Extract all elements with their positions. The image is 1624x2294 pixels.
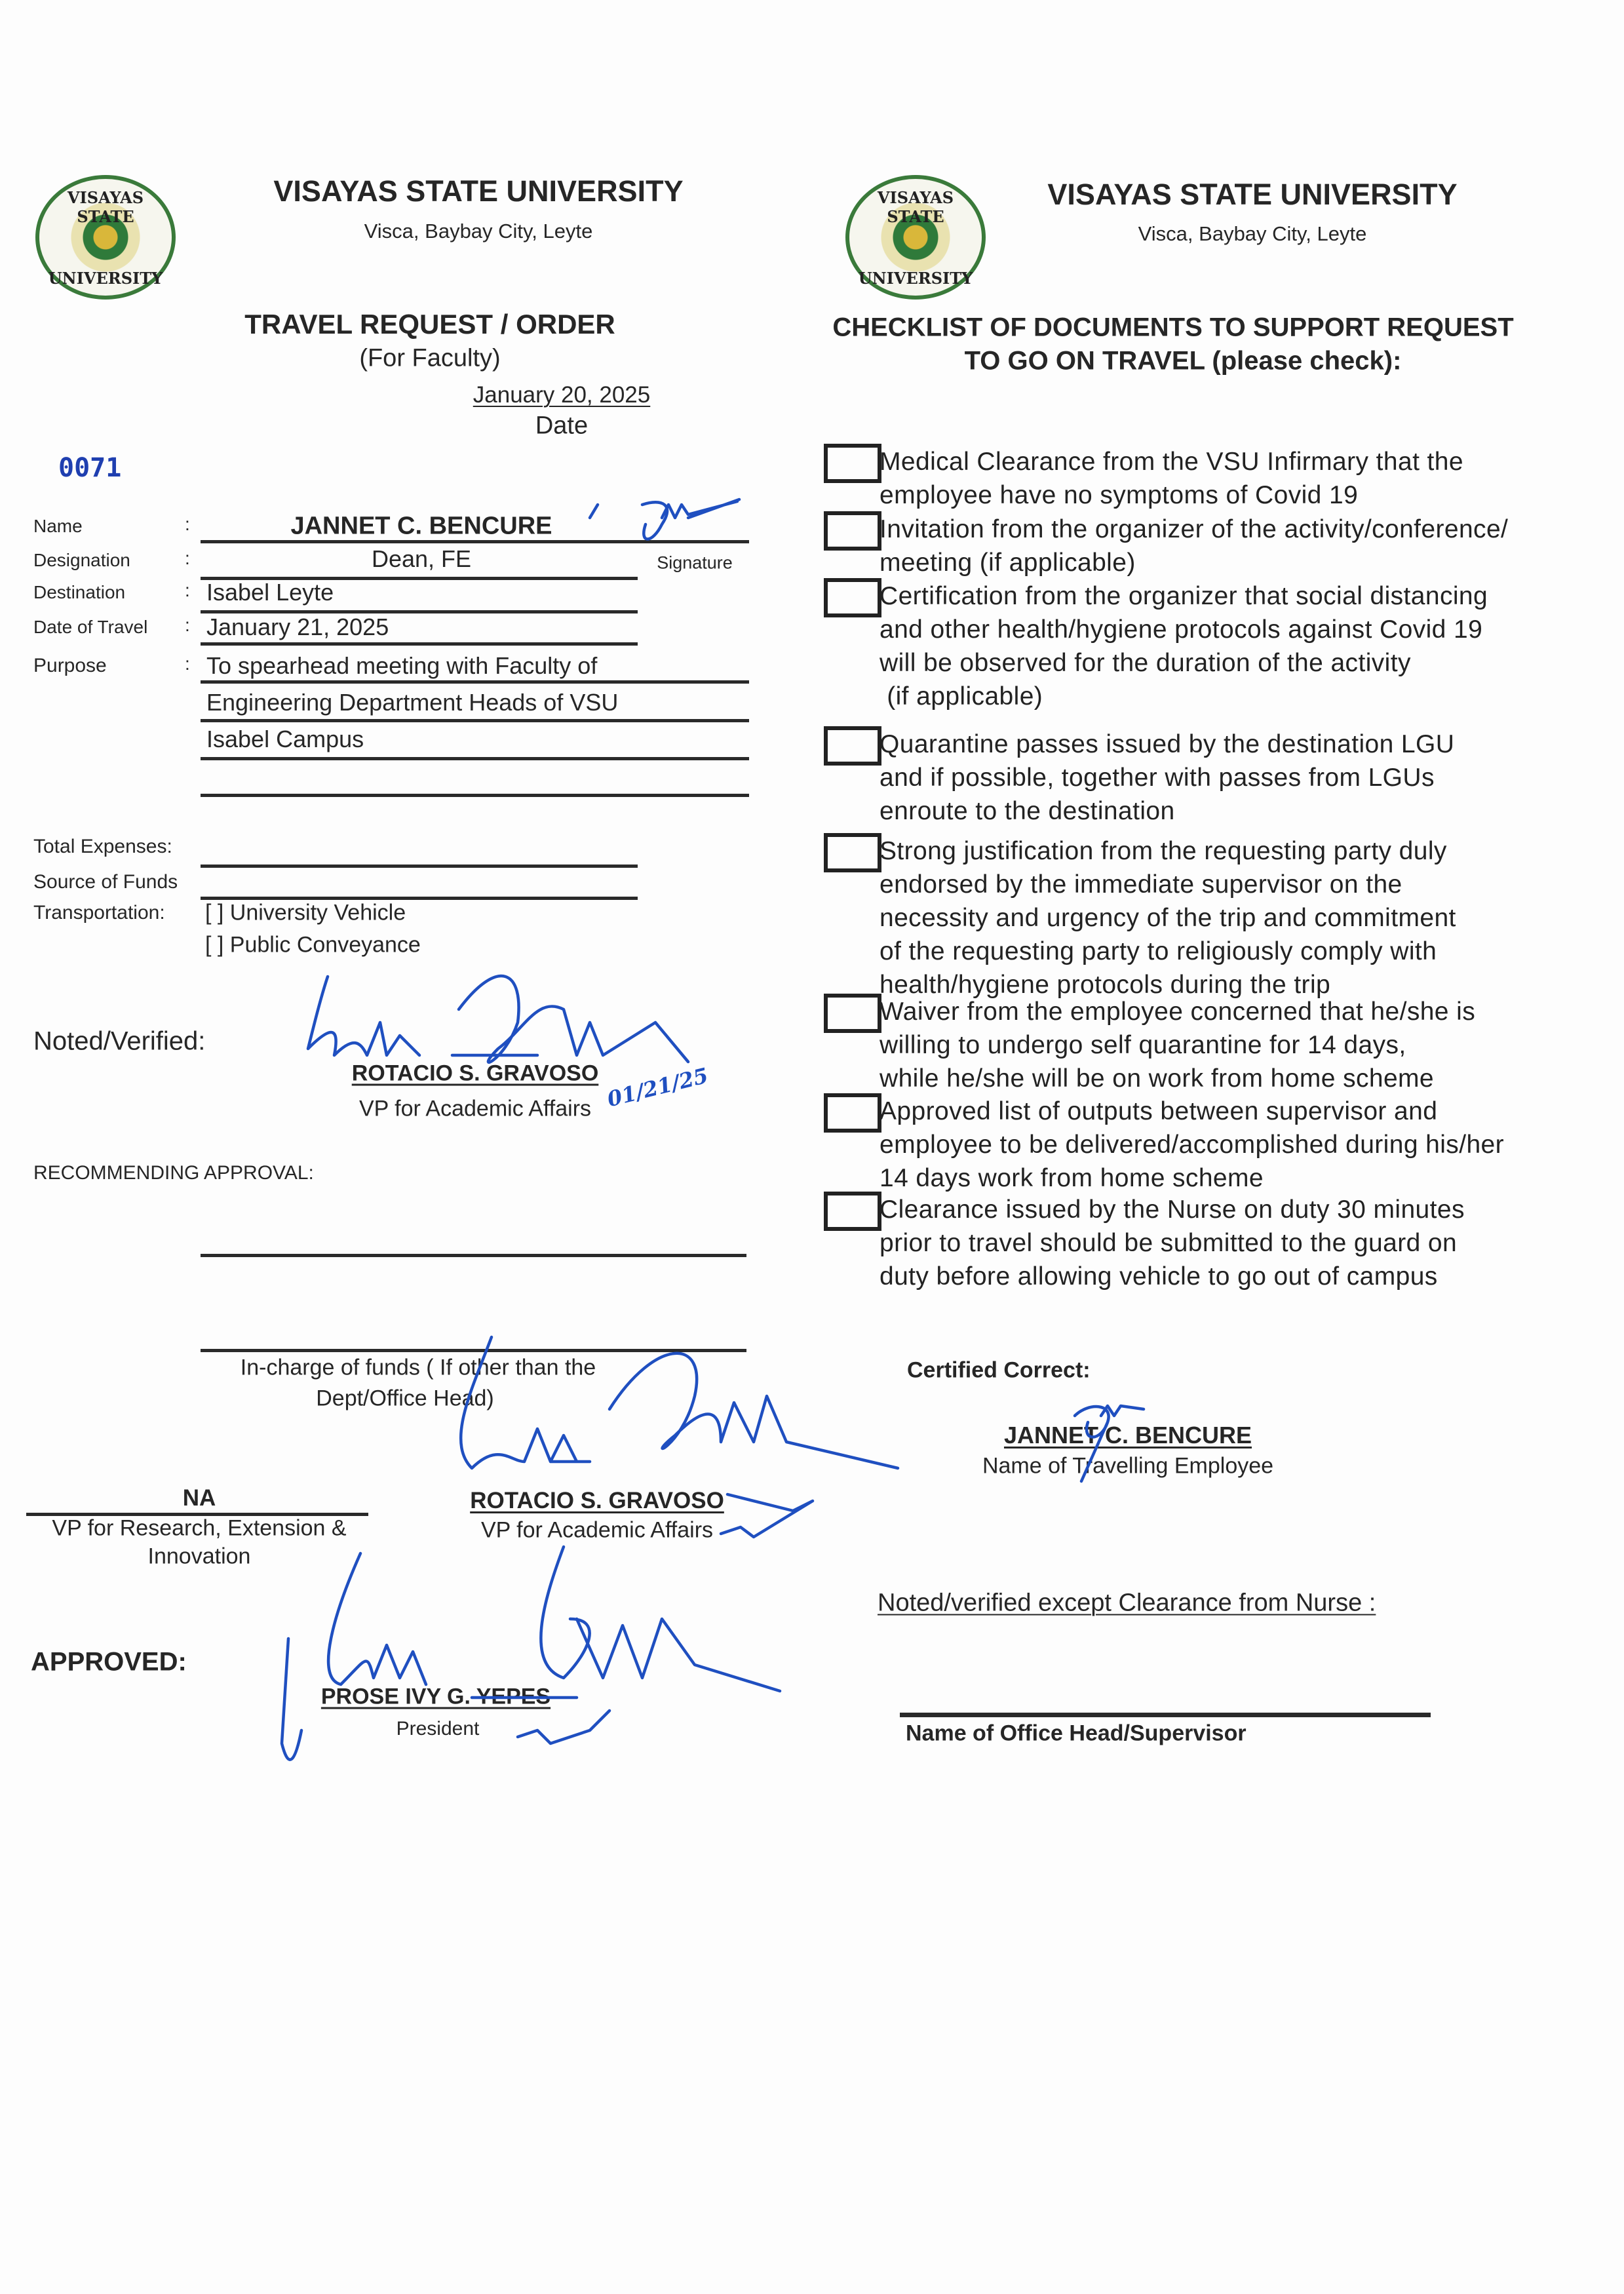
- checklist-checkbox[interactable]: [824, 833, 881, 872]
- form-title: TRAVEL REQUEST / ORDER: [244, 309, 615, 340]
- vp-academic-name: ROTACIO S. GRAVOSO: [470, 1488, 724, 1513]
- date-of-travel-line: [201, 642, 638, 646]
- university-name: VISAYAS STATE UNIVERSITY: [273, 174, 684, 208]
- colon: :: [185, 548, 190, 568]
- checklist-item-line: 14 days work from home scheme: [880, 1164, 1264, 1192]
- checklist-item: [880, 834, 1456, 1001]
- checklist-item-line: will be observed for the duration of the activity: [880, 649, 1411, 677]
- president-signature: [282, 1547, 780, 1760]
- seal-text-top: VISAYAS STATE: [877, 188, 954, 226]
- checklist-title-2: TO GO ON TRAVEL (please check):: [964, 346, 1402, 376]
- seal-text-bottom: UNIVERSITY: [858, 269, 973, 288]
- checklist-item-line: Clearance issued by the Nurse on duty 30 minutes: [880, 1196, 1465, 1224]
- president-name: PROSE IVY G. YEPES: [320, 1684, 551, 1709]
- seal-text-top: VISAYAS STATE: [67, 188, 144, 226]
- control-number: 0071: [58, 453, 122, 483]
- certified-correct-label: Certified Correct:: [907, 1357, 1091, 1383]
- noted-signature: [308, 976, 688, 1062]
- university-address: Visca, Baybay City, Leyte: [1138, 222, 1367, 245]
- noted-signatory-position: VP for Academic Affairs: [358, 1096, 592, 1121]
- checklist-item-line: Medical Clearance from the VSU Infirmary that the: [880, 448, 1463, 476]
- checklist-item-line: Quarantine passes issued by the destination LGU: [880, 730, 1455, 758]
- seal-text-bottom: UNIVERSITY: [48, 269, 163, 288]
- name-value: JANNET C. BENCURE: [290, 512, 552, 540]
- vp-research-position-1: VP for Research, Extension &: [52, 1515, 347, 1541]
- approved-label: APPROVED:: [31, 1647, 187, 1677]
- president-position: President: [396, 1718, 480, 1740]
- colon: :: [185, 580, 190, 600]
- transport-university-vehicle-option[interactable]: [ ] University Vehicle: [205, 900, 406, 925]
- checklist-item-line: endorsed by the immediate supervisor on the: [880, 870, 1402, 899]
- checklist-checkbox[interactable]: [824, 511, 881, 551]
- checklist-checkbox[interactable]: [824, 1093, 881, 1133]
- office-head-signature-line: [900, 1713, 1431, 1717]
- funds-incharge-signature-line: [201, 1349, 746, 1352]
- checklist-item-line: meeting (if applicable): [880, 549, 1136, 577]
- checklist-checkbox[interactable]: [824, 1192, 881, 1231]
- checklist-item: [880, 513, 1508, 579]
- checklist-item-line: employee have no symptoms of Covid 19: [880, 481, 1359, 509]
- checklist-item-line: duty before allowing vehicle to go out of campus: [880, 1262, 1438, 1291]
- checklist-checkbox[interactable]: [824, 726, 881, 766]
- purpose-line-3: Isabel Campus: [206, 726, 364, 752]
- university-address: Visca, Baybay City, Leyte: [364, 220, 593, 243]
- destination-label: Destination: [33, 582, 126, 602]
- office-head-caption: Name of Office Head/Supervisor: [906, 1720, 1247, 1746]
- noted-except-nurse-label: Noted/verified except Clearance from Nurse :: [878, 1589, 1376, 1617]
- checklist-item-line: of the requesting party to religiously comply with: [880, 937, 1437, 965]
- university-seal-logo: [845, 175, 986, 300]
- purpose-line-1: To spearhead meeting with Faculty of: [206, 652, 598, 679]
- checklist-checkbox[interactable]: [824, 444, 881, 483]
- purpose-rule: [201, 719, 749, 722]
- date-label: Date: [535, 412, 589, 440]
- checklist-title-1: CHECKLIST OF DOCUMENTS TO SUPPORT REQUEST: [832, 313, 1514, 342]
- transport-public-conveyance-option[interactable]: [ ] Public Conveyance: [205, 932, 421, 958]
- checklist-item-line: Invitation from the organizer of the activity/conference/: [880, 515, 1509, 543]
- funds-incharge-caption-1: In-charge of funds ( If other than the: [240, 1355, 596, 1380]
- name-label: Name: [33, 516, 83, 536]
- noted-verified-label: Noted/Verified:: [33, 1026, 206, 1056]
- source-of-funds-label: Source of Funds: [33, 871, 178, 893]
- checklist-item: [880, 579, 1488, 713]
- source-of-funds-line: [201, 897, 638, 900]
- colon: :: [185, 615, 190, 635]
- checklist-checkbox[interactable]: [824, 578, 881, 617]
- total-expenses-label: Total Expenses:: [33, 836, 172, 857]
- checklist-item-line: while he/she will be on work from home scheme: [880, 1064, 1435, 1093]
- designation-value: Dean, FE: [371, 545, 472, 572]
- checklist-item-line: employee to be delivered/accomplished during his/her: [880, 1131, 1505, 1159]
- purpose-rule: [201, 757, 749, 760]
- colon: :: [185, 653, 190, 674]
- colon: :: [185, 514, 190, 534]
- vp-research-name: NA: [182, 1485, 216, 1511]
- checklist-item-line: Strong justification from the requesting party duly: [880, 837, 1447, 865]
- checklist-checkbox[interactable]: [824, 994, 881, 1033]
- signature-label: Signature: [657, 553, 733, 573]
- checklist-item-line: Certification from the organizer that social distancing: [880, 582, 1488, 610]
- university-name: VISAYAS STATE UNIVERSITY: [1047, 178, 1458, 211]
- total-expenses-line: [201, 865, 638, 868]
- destination-value: Isabel Leyte: [206, 579, 334, 606]
- university-seal-logo: [35, 175, 176, 300]
- funds-incharge-caption-2: Dept/Office Head): [316, 1386, 494, 1411]
- checklist-item: [880, 1095, 1504, 1195]
- checklist-item-line: prior to travel should be submitted to the guard on: [880, 1229, 1458, 1257]
- checklist-item: [880, 445, 1463, 512]
- checklist-item: [880, 995, 1475, 1095]
- date-of-travel-label: Date of Travel: [33, 617, 148, 637]
- designation-label: Designation: [33, 550, 130, 570]
- checklist-item: [880, 1193, 1465, 1293]
- checklist-item-line: necessity and urgency of the trip and commitment: [880, 904, 1456, 932]
- checklist-item-line: and if possible, together with passes from LGUs: [880, 764, 1435, 792]
- request-date: January 20, 2025: [473, 382, 651, 408]
- checklist-item-line: Approved list of outputs between supervisor and: [880, 1097, 1438, 1125]
- checklist-item-line: Waiver from the employee concerned that he/she is: [880, 998, 1476, 1026]
- name-line: [201, 540, 749, 543]
- purpose-line-2: Engineering Department Heads of VSU: [206, 689, 619, 716]
- form-subtitle: (For Faculty): [359, 344, 501, 372]
- travelling-employee-caption: Name of Travelling Employee: [982, 1453, 1274, 1479]
- employee-signature-top: [590, 499, 739, 539]
- checklist-item-line: willing to undergo self quarantine for 14 days,: [880, 1031, 1406, 1059]
- purpose-rule: [201, 680, 749, 684]
- purpose-label: Purpose: [33, 655, 107, 676]
- noted-signatory-name: ROTACIO S. GRAVOSO: [351, 1060, 599, 1086]
- checklist-item-line: enroute to the destination: [880, 797, 1175, 825]
- vp-research-position-2: Innovation: [147, 1544, 251, 1569]
- transportation-label: Transportation:: [33, 902, 165, 923]
- travelling-employee-name: JANNET C. BENCURE: [1003, 1422, 1252, 1448]
- recommending-approval-label: RECOMMENDING APPROVAL:: [33, 1162, 314, 1184]
- noted-initial-date: 01/21/25: [604, 1062, 711, 1112]
- date-of-travel-value: January 21, 2025: [206, 613, 389, 640]
- checklist-item-line: and other health/hygiene protocols against Covid 19: [880, 615, 1483, 644]
- checklist-item: [880, 728, 1454, 828]
- recommending-signature-line: [201, 1254, 746, 1257]
- checklist-item-line: health/hygiene protocols during the trip: [880, 971, 1331, 999]
- vp-academic-position: VP for Academic Affairs: [480, 1517, 714, 1543]
- checklist-item-line: (if applicable): [880, 682, 1043, 710]
- purpose-rule: [201, 794, 749, 797]
